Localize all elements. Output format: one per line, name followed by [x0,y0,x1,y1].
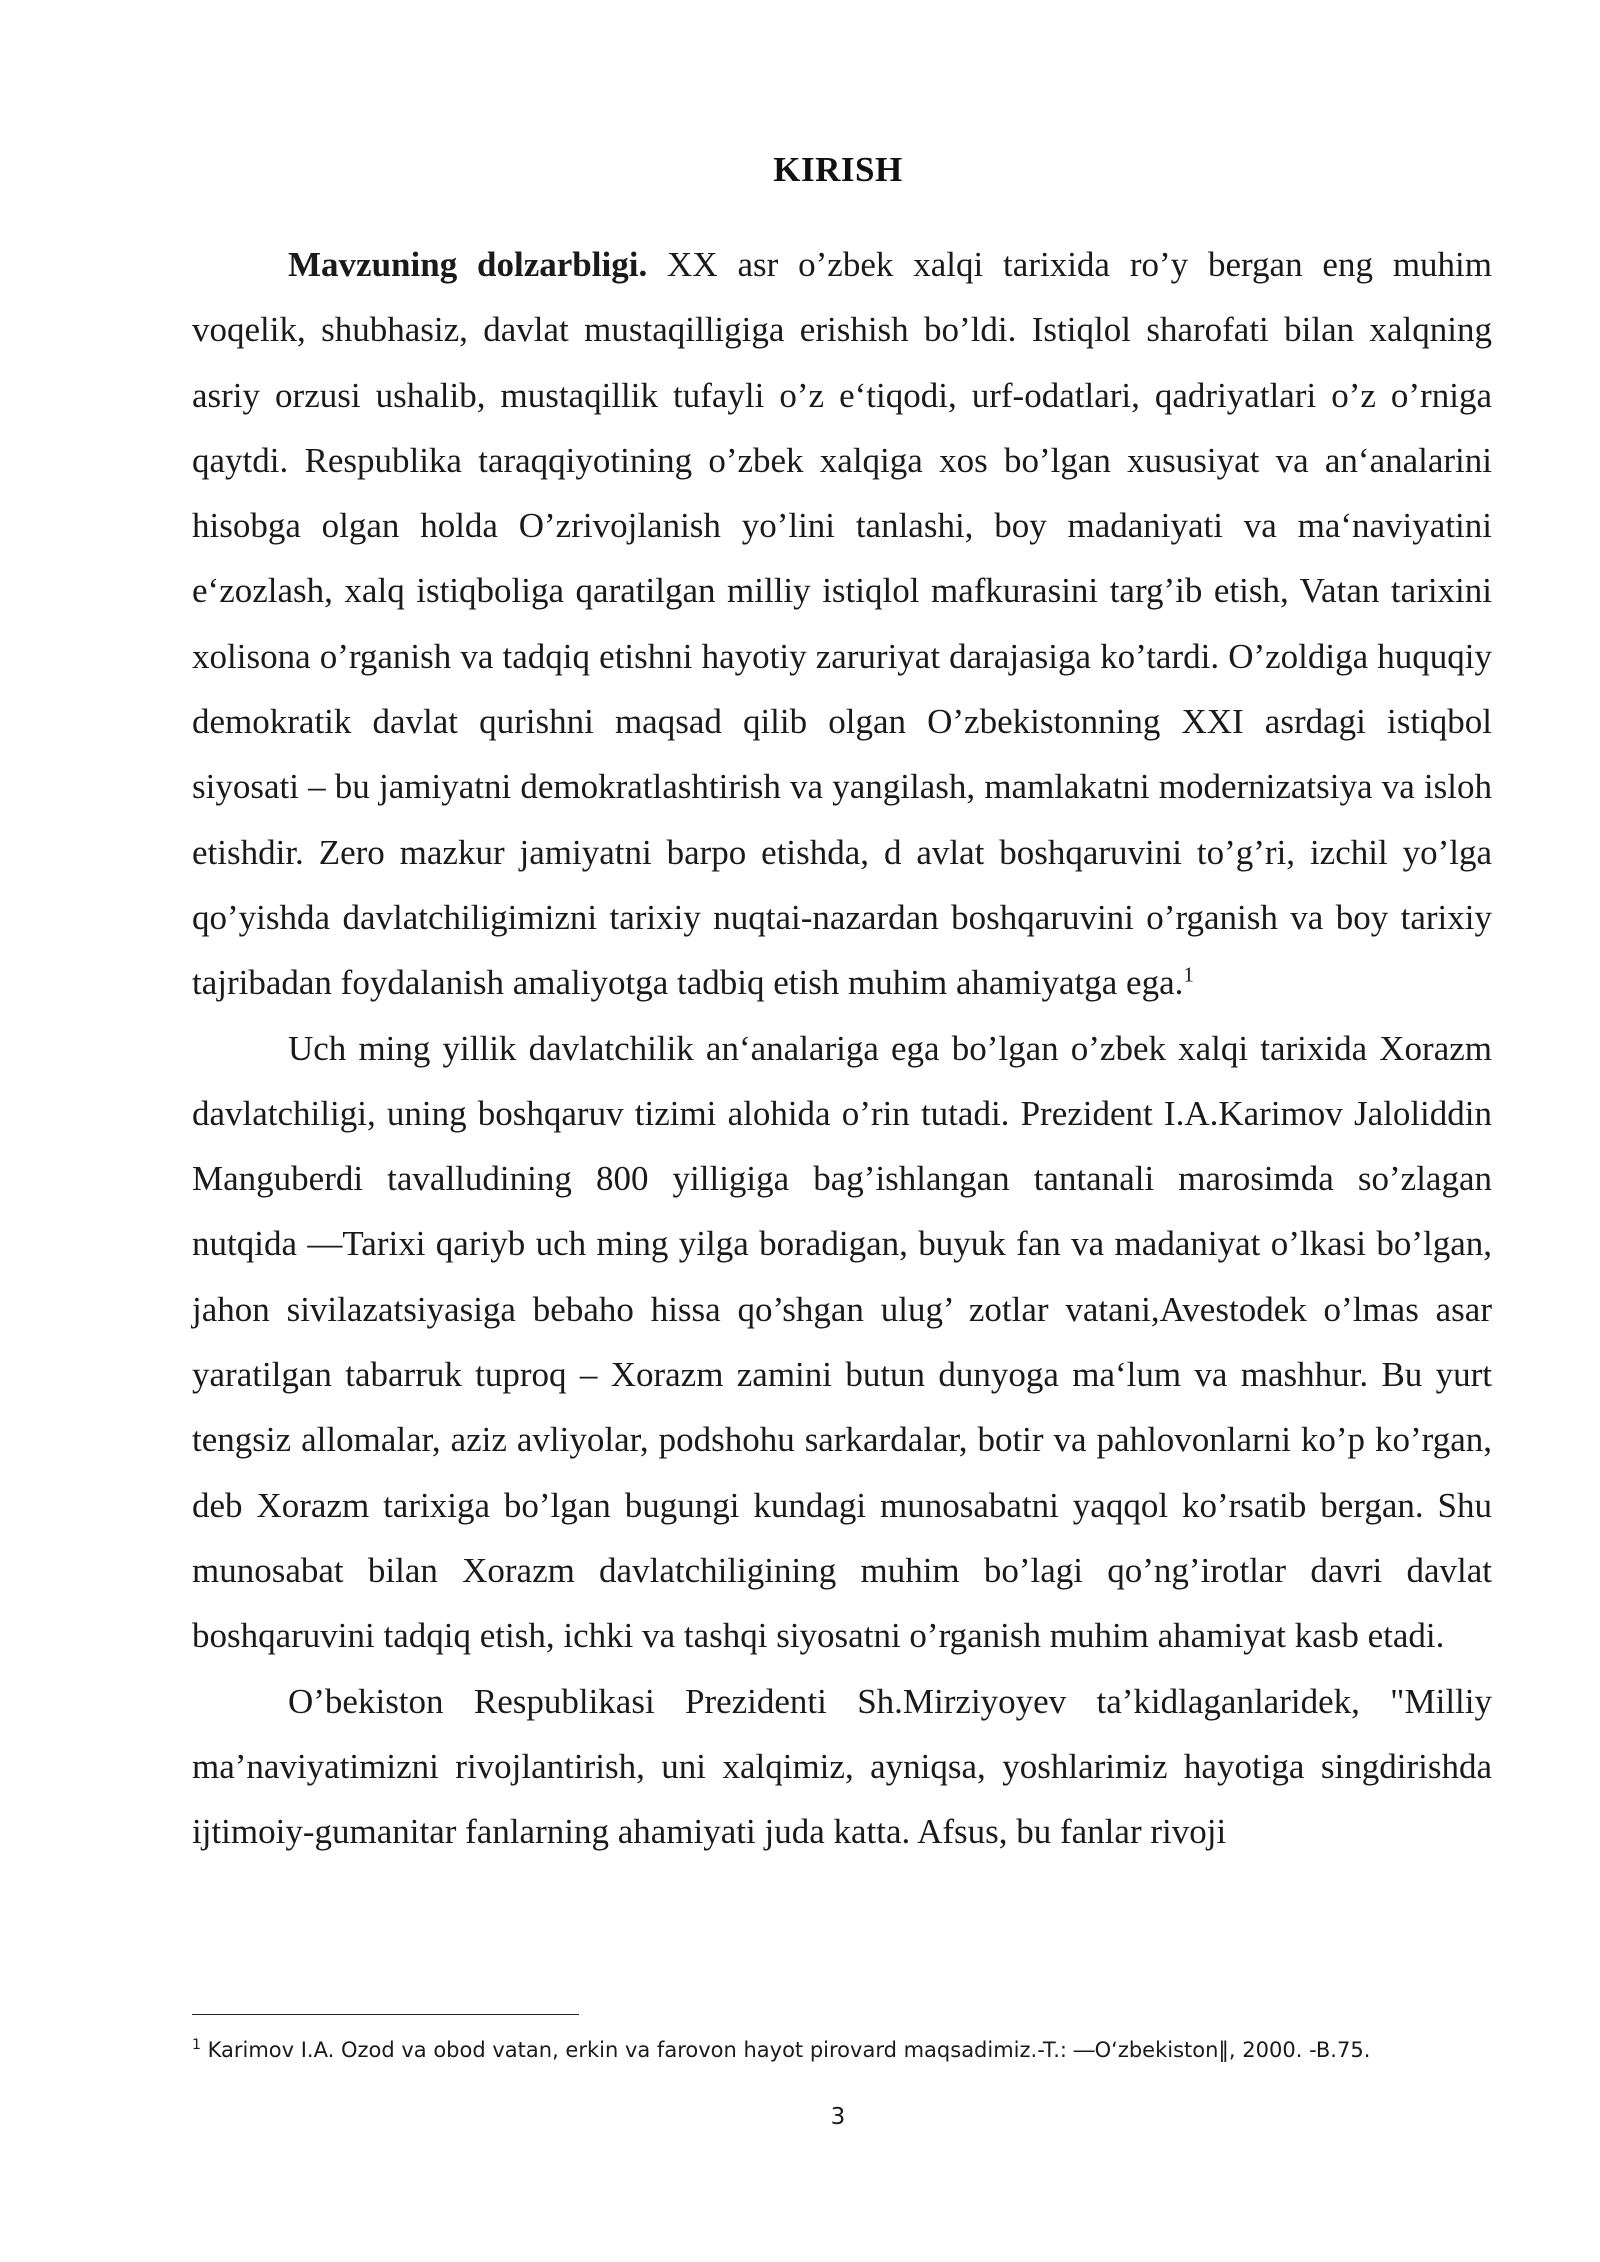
body-text [192,232,1492,1864]
footnote-reference[interactable]: 1 [1183,962,1194,987]
footnote-text: Karimov I.A. Ozod va obod vatan, erkin va farovon hayot pirovard maqsadimiz.-T.: ―O‘zbekiston‖, 2000. -B.75. [200,2038,1371,2062]
footnote-mark: 1 [192,2037,201,2053]
paragraph-3 [192,1669,1492,1865]
paragraph-text: O’bekiston Respublikasi Prezidenti Sh.Mirziyoyev ta’kidlaganlaridek, "Milliy ma’naviyatimizni rivojlantirish, uni xalqimiz, ayniqsa, yoshlarimiz hayotiga singdirishda ijtimoiy-gumanitar fanlarning ahamiyati juda katta. Afsus, bu fanlar rivoji [192,1681,1492,1852]
page-number: 3 [830,2104,846,2130]
paragraph-lead: Mavzuning dolzarbligi. [288,245,648,284]
page-title: KIRISH [773,150,903,189]
paragraph-text: XX asr o’zbek xalqi tarixida ro’y bergan eng muhim voqelik, shubhasiz, davlat mustaqilligiga erishish bo’ldi. Istiqlol sharofati bilan xalqning asriy orzusi ushalib, mustaqillik tufayli o’z e‘tiqodi, urf-odatlari, qadriyatlari o’z o’rniga qaytdi. Respublika taraqqiyotining o’zbek xalqiga xos bo’lgan xususiyat va an‘analarini hisobga olgan holda O’zrivojlanish yo’lini tanlashi, boy madaniyati va ma‘naviyatini e‘zozlash, xalq istiqboliga qaratilgan milliy istiqlol mafkurasini targ’ib etish, Vatan tarixini xolisona o’rganish va tadqiq etishni hayotiy zaruriyat darajasiga ko’tardi. O’zoldiga huquqiy demokratik davlat qurishni maqsad qilib olgan O’zbekistonning XXI asrdagi istiqbol siyosati – bu jamiyatni demokratlashtirish va yangilash, mamlakatni modernizatsiya va isloh etishdir. Zero mazkur jamiyatni barpo etishda, d avlat boshqaruvini to’g’ri, izchil yo’lga qo’yishda davlatchiligimizni tarixiy nuqtai-nazardan boshqaruvini o’rganish va boy tarixiy tajribadan foydalanish amaliyotga tadbiq etish muhim ahamiyatga ega. [192,245,1493,1003]
paragraph-2 [192,1016,1492,1669]
paragraph-1 [192,232,1492,1016]
footnote [192,2032,1442,2068]
footnote-separator [192,2014,579,2015]
paragraph-text: Uch ming yillik davlatchilik an‘analariga ega bo’lgan o’zbek xalqi tarixida Xorazm davlatchiligi, uning boshqaruv tizimi alohida o’rin tutadi. Prezident I.A.Karimov Jaloliddin Manguberdi tavalludining 800 yilligiga bag’ishlangan tantanali marosimda so’zlagan nutqida ―Tarixi qariyb uch ming yilga boradigan, buyuk fan va madaniyat o’lkasi bo’lgan, jahon sivilazatsiyasiga bebaho hissa qo’shgan ulug’ zotlar vatani,Avestodek o’lmas asar yaratilgan tabarruk tuproq – Xorazm zamini butun dunyoga ma‘lum va mashhur. Bu yurt tengsiz allomalar, aziz avliyolar, podshohu sarkardalar, botir va pahlovonlarni ko’p ko’rgan, deb Xorazm tarixiga bo’lgan bugungi kundagi munosabatni yaqqol ko’rsatib bergan. Shu munosabat bilan Xorazm davlatchiligining muhim bo’lagi qo’ng’irotlar davri davlat boshqaruvini tadqiq etish, ichki va tashqi siyosatni o’rganish muhim ahamiyat kasb etadi. [192,1028,1492,1656]
